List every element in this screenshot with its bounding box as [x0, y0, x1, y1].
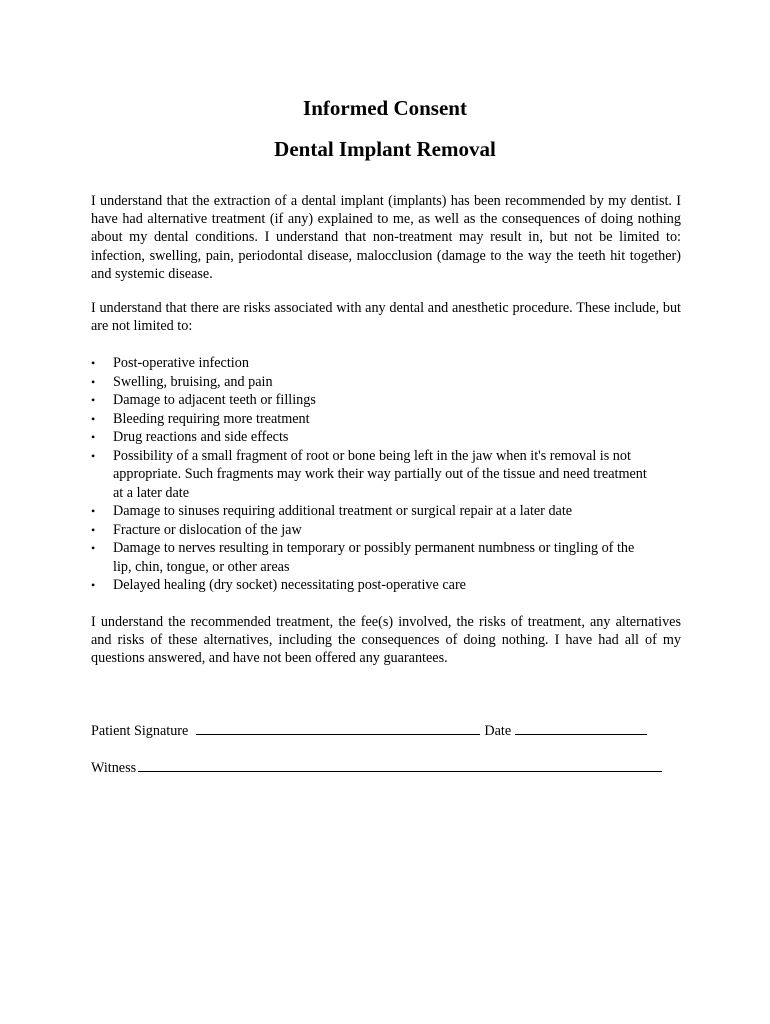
bullet-icon: • — [91, 356, 96, 370]
bullet-icon: • — [91, 374, 96, 389]
witness-signature-row — [91, 757, 662, 777]
list-item — [91, 410, 651, 429]
list-item — [91, 521, 651, 540]
bullet-icon: • — [91, 430, 96, 444]
risk-text: Fracture or dislocation of the jaw — [113, 521, 302, 538]
risk-text: Drug reactions and side effects — [113, 429, 289, 445]
bullet-icon: • — [91, 411, 96, 426]
bullet-icon: • — [91, 541, 96, 555]
date-label: Date — [484, 723, 512, 739]
list-item — [91, 502, 651, 521]
risk-text: Delayed healing (dry socket) necessitating post-operative care — [113, 577, 466, 593]
risk-text: Post-operative infection — [113, 355, 249, 371]
list-item — [91, 354, 651, 373]
witness-signature-field[interactable] — [138, 757, 662, 772]
document-title: Informed Consent — [303, 96, 467, 120]
risk-text: Damage to sinuses requiring additional treatment or surgical repair at a later date — [113, 503, 573, 519]
acknowledgement-paragraph: I understand the recommended treatment, the fee(s) involved, the risks of treatment, any alternatives and risks of these alternatives, including the consequences of doing nothing. I have had all of my questions answered, and have not been offered any guarantees. — [91, 614, 681, 667]
intro-paragraph: I understand that the extraction of a dental implant (implants) has been recommended by my dentist. I have had alternative treatment (if any) explained to me, as well as the consequences of doing nothing about my dental conditions. I understand that non-treatment may result in, but not be limited to: infection, swelling, pain, periodontal disease, malocclusion (damage to the way the teeth hit together) and systemic disease. — [91, 193, 681, 282]
patient-signature-row — [91, 720, 647, 740]
risks-list — [91, 354, 651, 595]
list-item — [91, 373, 651, 392]
bullet-icon: • — [91, 393, 96, 407]
list-item — [91, 447, 651, 503]
risk-text: Damage to adjacent teeth or fillings — [113, 392, 316, 408]
list-item — [91, 576, 651, 595]
risk-text: Possibility of a small fragment of root or bone being left in the jaw when it's removal is not appropriate. Such fragments may work their way partially out of the tissue and need treatment at a later date — [113, 447, 647, 501]
bullet-icon: • — [91, 504, 96, 518]
witness-label: Witness — [91, 760, 137, 776]
risk-text: Bleeding requiring more treatment — [113, 410, 310, 427]
bullet-icon: • — [91, 578, 96, 592]
risk-text: Damage to nerves resulting in temporary or possibly permanent numbness or tingling of the lip, chin, tongue, or other areas — [113, 540, 635, 575]
list-item — [91, 391, 651, 410]
risk-text: Swelling, bruising, and pain — [113, 373, 273, 390]
date-field[interactable] — [515, 720, 647, 735]
patient-signature-label: Patient Signature — [91, 723, 189, 739]
patient-signature-field[interactable] — [196, 720, 480, 735]
list-item — [91, 539, 651, 576]
bullet-icon: • — [91, 448, 96, 463]
list-item — [91, 428, 651, 447]
bullet-icon: • — [91, 522, 96, 537]
document-subtitle: Dental Implant Removal — [274, 137, 496, 161]
risks-intro-paragraph: I understand that there are risks associated with any dental and anesthetic procedure. These include, but are not limited to: — [91, 300, 681, 335]
